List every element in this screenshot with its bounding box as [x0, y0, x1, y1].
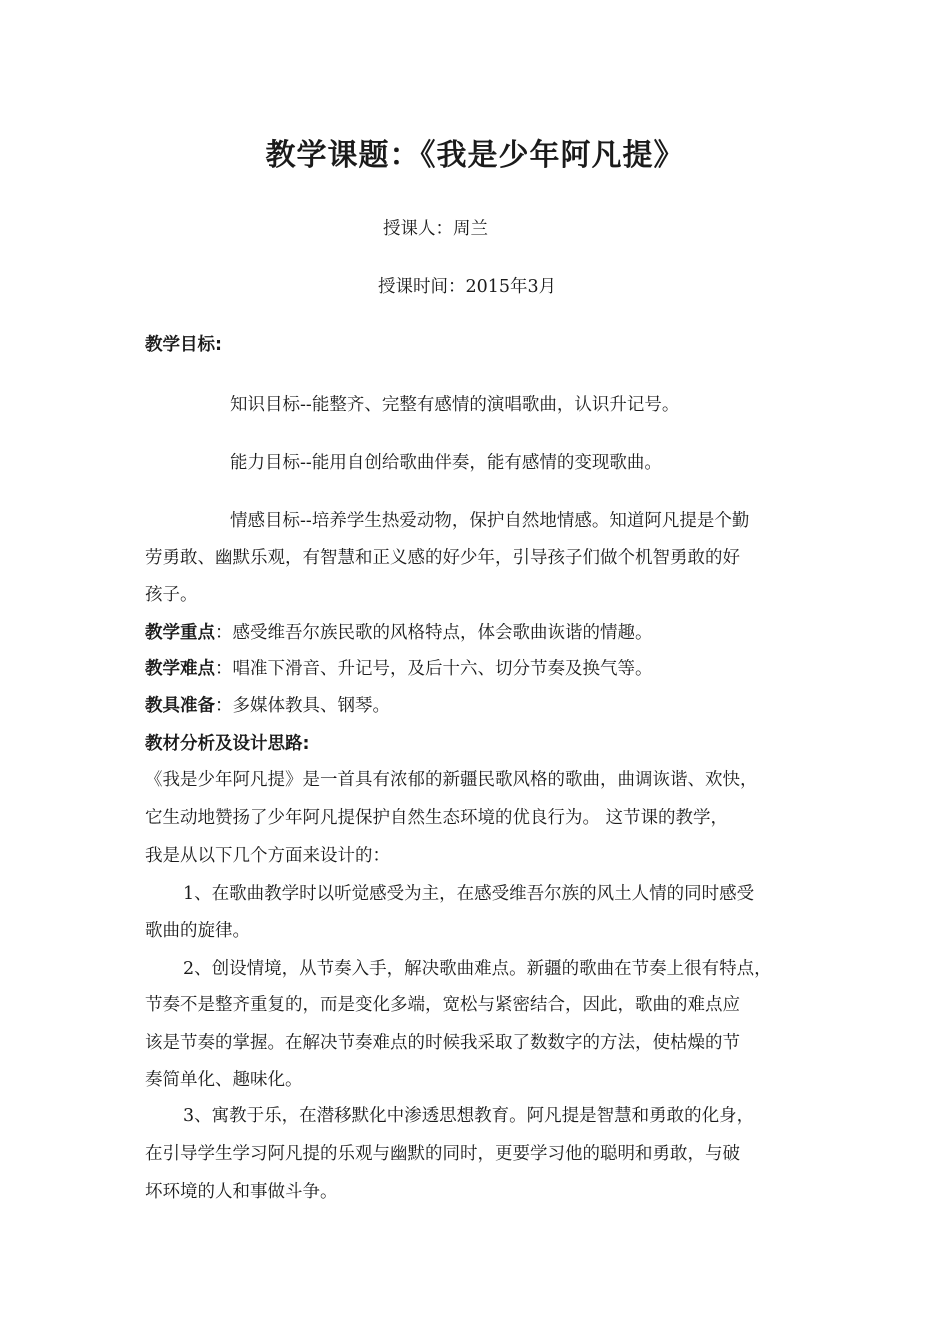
- difficulty-label: 教学难点: [145, 659, 215, 679]
- point-3-line: 在引导学生学习阿凡提的乐观与幽默的同时，更要学习他的聪明和勇敢，与破: [145, 1144, 740, 1164]
- difficulty-text: ：唱准下滑音、升记号，及后十六、切分节奏及换气等。: [215, 659, 653, 679]
- analysis-heading: 教材分析及设计思路:: [145, 734, 310, 754]
- point-3-line: 3、寓教于乐，在潜移默化中渗透思想教育。阿凡提是智慧和勇敢的化身，: [183, 1106, 755, 1126]
- key-point-text: ：感受维吾尔族民歌的风格特点，体会歌曲诙谐的情趣。: [215, 623, 653, 643]
- emotion-objective-line: 劳勇敢、幽默乐观，有智慧和正义感的好少年，引导孩子们做个机智勇敢的好: [145, 548, 740, 568]
- key-point-line: [145, 620, 653, 646]
- analysis-intro-line: 我是从以下几个方面来设计的：: [145, 846, 390, 866]
- analysis-intro-line: 它生动地赞扬了少年阿凡提保护自然生态环境的优良行为。 这节课的教学，: [145, 808, 729, 828]
- point-2-line: 节奏不是整齐重复的，而是变化多端，宽松与紧密结合，因此，歌曲的难点应: [145, 995, 740, 1015]
- point-1-line: 歌曲的旋律。: [145, 921, 250, 941]
- point-2-line: 该是节奏的掌握。在解决节奏难点的时候我采取了数数字的方法，使枯燥的节: [145, 1033, 740, 1053]
- tools-text: ：多媒体教具、钢琴。: [215, 696, 390, 716]
- point-3-line: 坏环境的人和事做斗争。: [145, 1182, 338, 1202]
- page-title: 教学课题：《我是少年阿凡提》: [265, 138, 685, 173]
- knowledge-objective: 知识目标--能整齐、完整有感情的演唱歌曲，认识升记号。: [230, 395, 680, 415]
- ability-objective: 能力目标--能用自创给歌曲伴奏，能有感情的变现歌曲。: [230, 453, 662, 473]
- point-1-line: 1、在歌曲教学时以听觉感受为主，在感受维吾尔族的风土人情的同时感受: [183, 884, 755, 904]
- emotion-objective-line: 情感目标--培养学生热爱动物，保护自然地情感。知道阿凡提是个勤: [230, 511, 750, 531]
- point-2-line: 奏简单化、趣味化。: [145, 1070, 303, 1090]
- point-2-line: 2、创设情境，从节奏入手，解决歌曲难点。新疆的歌曲在节奏上很有特点，: [183, 959, 772, 979]
- time-line: 授课时间：2015年3月: [378, 277, 557, 297]
- teacher-line: 授课人：周兰: [383, 219, 488, 239]
- tools-label: 教具准备: [145, 696, 215, 716]
- objectives-heading: 教学目标:: [145, 335, 222, 355]
- key-point-label: 教学重点: [145, 623, 215, 643]
- emotion-objective-line: 孩子。: [145, 585, 198, 605]
- tools-line: [145, 693, 390, 719]
- analysis-intro-line: 《我是少年阿凡提》是一首具有浓郁的新疆民歌风格的歌曲，曲调诙谐、欢快，: [145, 770, 758, 790]
- difficulty-line: [145, 656, 653, 682]
